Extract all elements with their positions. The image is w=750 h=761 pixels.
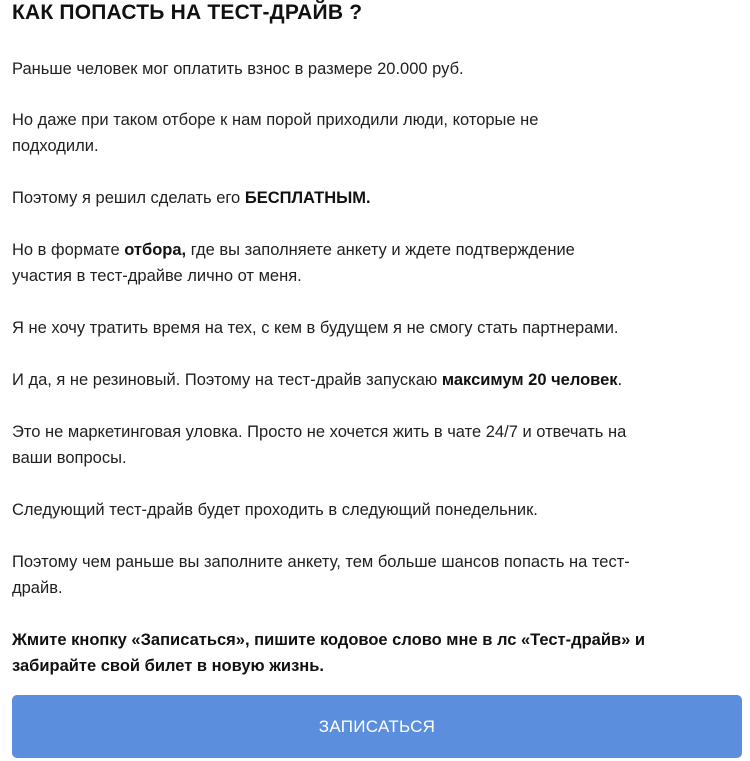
paragraph-limit-post: . xyxy=(617,371,623,389)
paragraph-time xyxy=(12,315,619,341)
paragraph-chat-line1: Это не маркетинговая уловка. Просто не хочется жить в чате 24/7 и отвечать на xyxy=(12,423,627,441)
paragraph-limit-pre: И да, я не резиновый. Поэтому на тест-драйв запускаю xyxy=(12,371,442,389)
paragraph-fee-text: Раньше человек мог оплатить взнос в размере 20.000 руб. xyxy=(12,60,464,78)
paragraph-free-bold: БЕСПЛАТНЫМ. xyxy=(244,189,371,207)
paragraph-call-to-action-line1: Жмите кнопку «Записаться», пишите кодовое слово мне в лс «Тест-драйв» и xyxy=(12,631,646,649)
paragraph-chances-line2: драйв. xyxy=(12,579,63,597)
paragraph-limit xyxy=(12,367,622,393)
paragraph-next-text: Следующий тест-драйв будет проходить в следующий понедельник. xyxy=(12,501,538,519)
paragraph-format-pre: Но в формате xyxy=(12,241,125,259)
paragraph-chances xyxy=(12,549,630,601)
paragraph-format-post: где вы заполняете анкету и ждете подтверждение xyxy=(186,241,575,259)
paragraph-limit-bold: максимум 20 человек xyxy=(441,371,618,389)
paragraph-fee xyxy=(12,56,464,82)
paragraph-next xyxy=(12,497,538,523)
paragraph-format-line2: участия в тест-драйве лично от меня. xyxy=(12,267,302,285)
paragraph-format-bold: отбора, xyxy=(124,241,187,259)
paragraph-free xyxy=(12,185,371,211)
paragraph-chat-line2: ваши вопросы. xyxy=(12,449,127,467)
paragraph-call-to-action xyxy=(12,627,645,679)
paragraph-selection xyxy=(12,107,538,159)
paragraph-time-text: Я не хочу тратить время на тех, с кем в будущем я не смогу стать партнерами. xyxy=(12,319,619,337)
page-title: КАК ПОПАСТЬ НА ТЕСТ-ДРАЙВ ? xyxy=(12,1,363,24)
paragraph-chat xyxy=(12,419,626,471)
signup-button[interactable]: ЗАПИСАТЬСЯ xyxy=(12,695,742,758)
paragraph-chances-line1: Поэтому чем раньше вы заполните анкету, тем больше шансов попасть на тест- xyxy=(12,553,630,571)
paragraph-selection-line2: подходили. xyxy=(12,137,99,155)
paragraph-selection-line1: Но даже при таком отборе к нам порой приходили люди, которые не xyxy=(12,111,539,129)
paragraph-call-to-action-line2: забирайте свой билет в новую жизнь. xyxy=(12,657,324,675)
paragraph-free-text: Поэтому я решил сделать его xyxy=(12,189,245,207)
paragraph-format xyxy=(12,237,575,289)
